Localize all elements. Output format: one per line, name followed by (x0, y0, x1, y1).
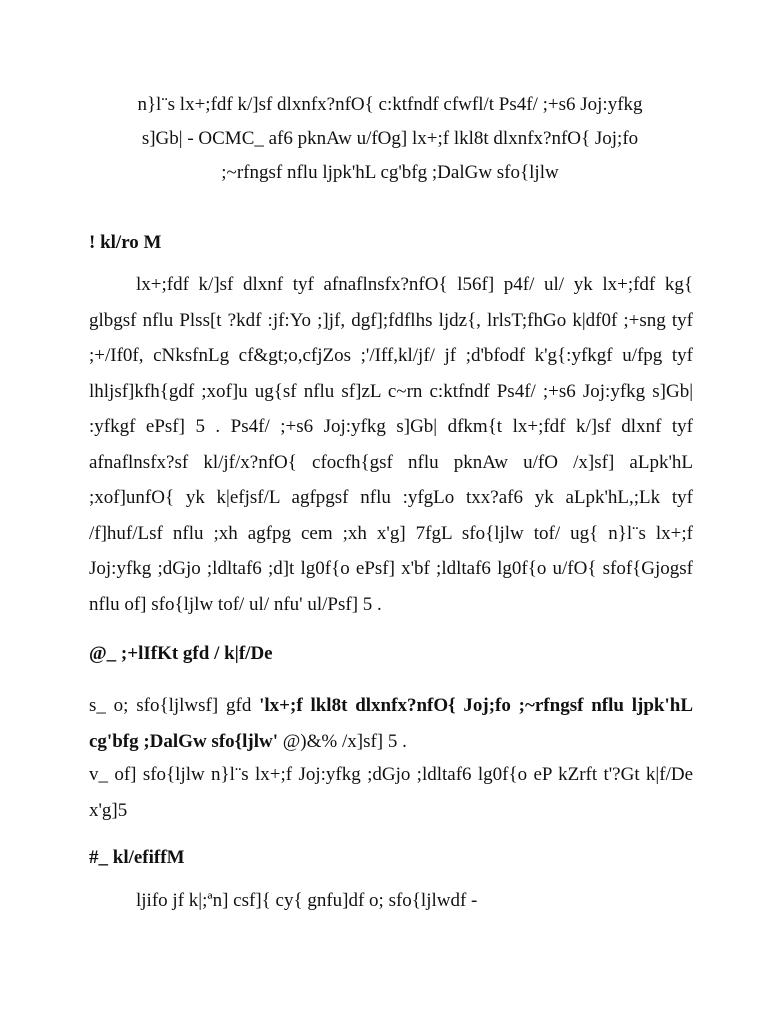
section-2-item-a (89, 688, 693, 759)
section-2-heading: @_ ;+lIfKt gfd / k|f/De (89, 643, 273, 664)
title-line-3: ;~rfngsf nflu ljpk'hL cg'bfg ;DalGw sfo{ljlw (221, 162, 559, 183)
section-2-item-b: v_ of] sfo{ljlw n}l¨s lx+;f Joj:yfkg ;dGjo ;ldltaf6 lg0f{o eP kZrft t'?Gt k|f/De x'g]5 (89, 764, 693, 821)
procedure-name: 'lx+;f lkl8t dlxnfx?nfO{ Joj;fo ;~rfngsf nflu ljpk'hL cg'bfg ;DalGw sfo{ljlw' (89, 695, 694, 752)
section-1-text: lx+;fdf k/]sf dlxnf tyf afnaflnsfx?nfO{ l56f] p4f/ ul/ yk lx+;fdf kg{ glbgsf nflu Plss[t ?kdf :jf:Yo ;]jf, dgf];fdflhs ljdz{, lrlsT;fhGo k|df0f ;+sng tyf ;+/If0f, cNksfnLg cf&gt;o,cfjZos ;'/Iff,kl/jf/ jf ;d'bfodf k'g{:yfkgf u/fpg tyf lhljsf]kfh{gdf ;xof]u ug{sf nflu sf]zL c~rn c:ktfndf Ps4f/ ;+s6 Joj:yfkg s]Gb| :yfkgf ePsf] 5 . Ps4f/ ;+s6 Joj:yfkg s]Gb| dfkm{t lx+;fdf k/]sf dlxnf tyf afnaflnsfx?sf kl/jf/x?nfO{ cfocfh{gsf nflu pknAw u/fO /x]sf] aLpk'hL ;xof]unfO{ yk k|efjsf/L agfpgsf nflu :yfgLo txx?af6 yk aLpk'hL,;Lk tyf /f]huf/Lsf nflu ;xh agfpg cem ;xh x'g] 7fgL sfo{ljlw tof/ ug{ n}l¨s lx+;f Joj:yfkg ;dGjo ;ldltaf6 ;d]t lg0f{o ePsf] x'bf ;ldltaf6 lg0f{o u/fO{ sfof{Gjogsf nflu of] sfo{ljlw tof/ ul/ nfu' ul/Psf] 5 . (89, 274, 693, 615)
section-3-first-line: ljifo jf k|;ªn] csf]{ cy{ gnfu]df o; sfo{ljlwdf - (136, 890, 478, 911)
title-line-2: s]Gb| - OCMC_ af6 pknAw u/fOg] lx+;f lkl8t dlxnfx?nfO{ Joj;fo (141, 128, 639, 149)
item-a-prefix: s_ o; sfo{ljlwsf] gfd (89, 695, 260, 716)
section-1-heading: ! kl/ro M (89, 232, 162, 253)
title-line-1: n}l¨s lx+;fdf k/]sf dlxnfx?nfO{ c:ktfndf cfwfl/t Ps4f/ ;+s6 Joj:yfkg (137, 94, 643, 115)
document-title (80, 88, 700, 190)
item-a-suffix: @)&% /x]sf] 5 . (278, 730, 407, 752)
section-3-heading: #_ kl/efiffM (89, 847, 185, 868)
section-1-paragraph (89, 267, 693, 622)
